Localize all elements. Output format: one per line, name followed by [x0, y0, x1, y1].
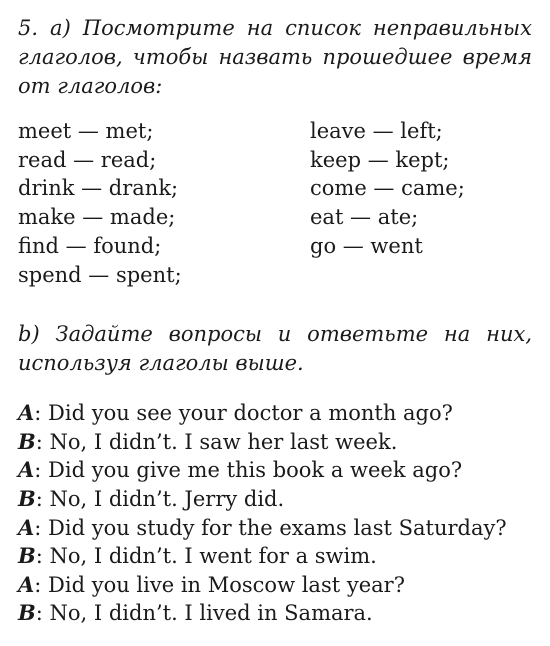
verb-pair: go — went — [310, 233, 423, 258]
dialogue-text: : No, I didn’t. I went for a swim. — [35, 544, 377, 569]
irregular-verbs-list — [18, 117, 532, 289]
speaker-label: B — [18, 543, 36, 569]
dialogue-line — [18, 485, 532, 514]
verb-pair: make — made; — [18, 205, 176, 230]
dialogue-line — [18, 456, 532, 485]
speaker-label: B — [18, 428, 36, 454]
dialogue-line — [18, 514, 532, 543]
dialogue-text: : Did you live in Moscow last year? — [34, 572, 405, 597]
verb-pair: leave — left; — [310, 119, 443, 143]
speaker-label: B — [18, 486, 36, 511]
verb-pair: drink — drank; — [18, 176, 179, 201]
speaker-label: A — [18, 514, 35, 540]
task-b-heading: b) Задайте вопросы и ответьте на них, используя глаголы выше. — [18, 322, 532, 376]
dialogue-text: : No, I didn’t. Jerry did. — [35, 487, 285, 511]
dialogue-line — [18, 542, 532, 571]
speaker-label: A — [18, 400, 35, 426]
task-a-heading: 5. a) Посмотрите на список неправильных глаголов, чтобы назвать прошедшее время от глаголов: — [18, 16, 532, 98]
verbs-column-right — [310, 117, 532, 289]
speaker-label: A — [18, 457, 35, 483]
verb-pair: find — found; — [18, 233, 162, 258]
dialogue-line — [18, 571, 532, 600]
speaker-label: B — [18, 600, 36, 626]
dialogue-text: : Did you see your doctor a month ago? — [34, 401, 453, 426]
verb-pair: eat — ate; — [310, 205, 419, 230]
verb-pair: meet — met; — [18, 119, 154, 143]
verb-pair: read — read; — [18, 147, 157, 172]
verb-pair: spend — spent; — [18, 262, 182, 287]
dialogue-line — [18, 399, 532, 428]
dialogue-text: : No, I didn’t. I lived in Samara. — [35, 601, 373, 626]
verb-pair: keep — kept; — [310, 147, 450, 172]
dialogue-text: : Did you study for the exams last Saturday? — [34, 515, 507, 540]
dialogue-text: : Did you give me this book a week ago? — [34, 458, 463, 483]
verbs-column-left — [18, 117, 310, 289]
dialogue — [18, 399, 532, 628]
dialogue-line — [18, 428, 532, 457]
speaker-label: A — [18, 571, 35, 597]
dialogue-text: : No, I didn’t. I saw her last week. — [35, 429, 398, 454]
dialogue-line — [18, 599, 532, 628]
verb-pair: come — came; — [310, 176, 465, 201]
